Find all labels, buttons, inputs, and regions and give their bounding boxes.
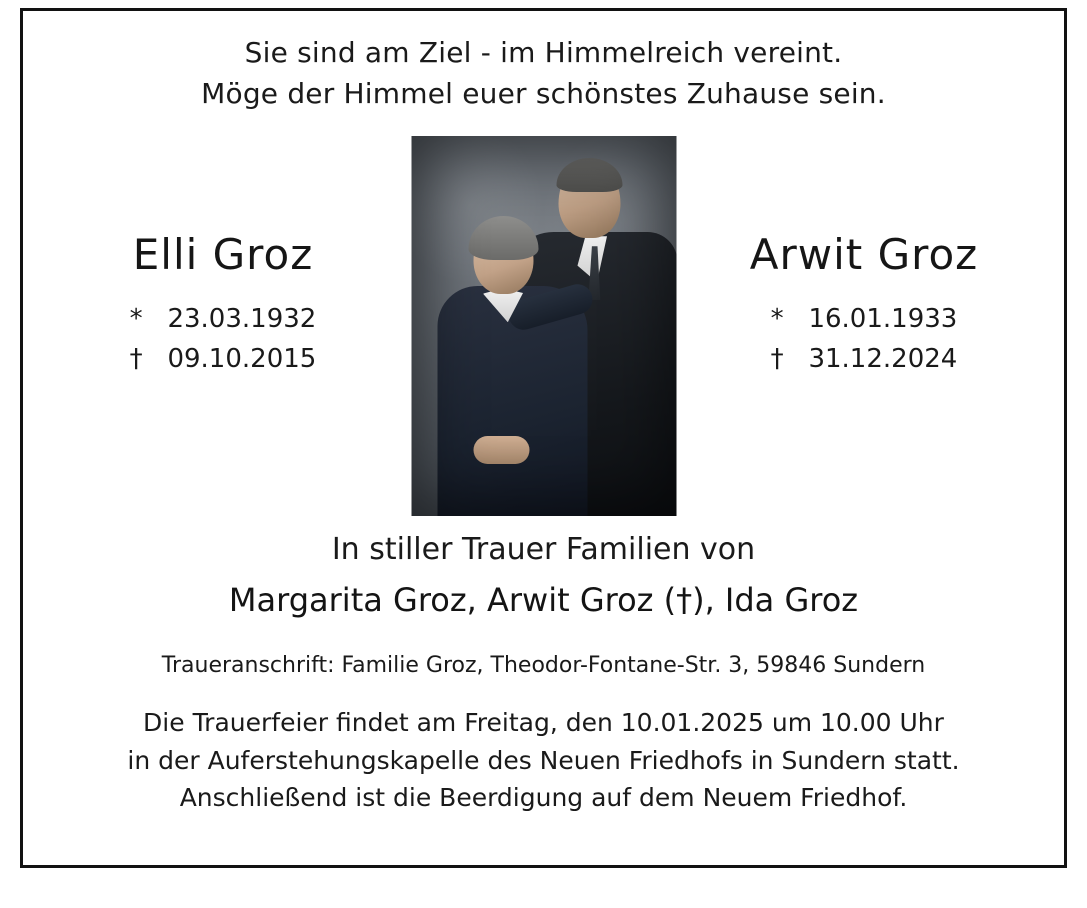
person-right-name: Arwit Groz <box>749 230 979 280</box>
epitaph-line-2: Möge der Himmel euer schönstes Zuhause sein. <box>201 76 886 110</box>
mourning-address: Traueranschrift: Familie Groz, Theodor-Fontane-Str. 3, 59846 Sundern <box>161 653 926 679</box>
person-left-name: Elli Groz <box>132 230 314 280</box>
epitaph-text <box>23 33 1064 114</box>
person-left-birth: * 23.03.1932 <box>129 304 317 335</box>
ceremony-line-3: Anschließend ist die Beerdigung auf dem Neuem Friedhof. <box>179 783 908 813</box>
mourning-family-names: Margarita Groz, Arwit Groz (†), Ida Groz <box>228 581 859 620</box>
person-left-dates <box>43 299 403 380</box>
epitaph-line-1: Sie sind am Ziel - im Himmelreich vereint. <box>244 36 843 69</box>
photo-vignette <box>411 136 676 516</box>
person-right-birth: * 16.01.1933 <box>770 304 958 335</box>
portrait-frame <box>411 136 676 516</box>
person-right <box>684 230 1044 380</box>
mourning-intro: In stiller Trauer Familien von <box>331 532 756 568</box>
person-right-dates <box>684 299 1044 380</box>
person-right-death: † 31.12.2024 <box>770 344 958 375</box>
ceremony-details <box>23 704 1064 817</box>
couple-portrait-photo <box>411 136 676 516</box>
portrait-and-names <box>23 136 1064 526</box>
ceremony-line-2: in der Auferstehungskapelle des Neuen Friedhofs in Sundern statt. <box>127 745 960 775</box>
mourning-family <box>23 532 1064 619</box>
person-left <box>43 230 403 380</box>
ceremony-line-1: Die Trauerfeier findet am Freitag, den 10.01.2025 um 10.00 Uhr <box>143 708 944 738</box>
obituary-notice <box>20 8 1067 868</box>
person-left-death: † 09.10.2015 <box>129 344 317 375</box>
